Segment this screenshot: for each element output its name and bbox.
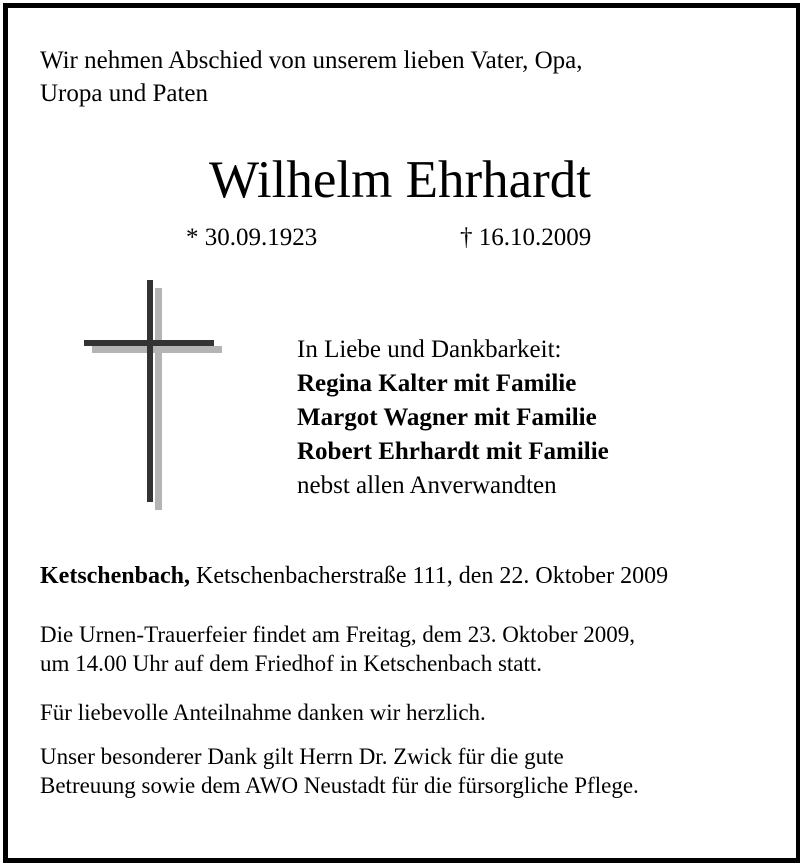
cross-icon xyxy=(84,280,224,512)
ceremony-paragraph xyxy=(40,620,635,678)
death-date: † 16.10.2009 xyxy=(460,224,592,251)
mourner-name: Robert Ehrhardt mit Familie xyxy=(297,438,609,465)
mourners-block xyxy=(297,333,609,503)
place-name: Ketschenbach, xyxy=(40,563,190,589)
cross-shadow-horizontal xyxy=(92,346,222,353)
special-thanks-line-1: Unser besonderer Dank gilt Herrn Dr. Zwick für die gute xyxy=(40,744,564,769)
ceremony-line-2: um 14.00 Uhr auf dem Friedhof in Ketschenbach statt. xyxy=(40,651,543,676)
address-date: Ketschenbacherstraße 111, den 22. Oktober 2009 xyxy=(196,563,669,589)
thanks-paragraph: Für liebevolle Anteilnahme danken wir herzlich. xyxy=(40,700,486,725)
deceased-name: Wilhelm Ehrhardt xyxy=(209,151,591,209)
intro-text xyxy=(40,44,583,110)
place-date-line xyxy=(40,563,668,590)
cross-shadow-vertical xyxy=(155,288,162,510)
mourners-heading: In Liebe und Dankbarkeit: xyxy=(297,336,562,363)
intro-line-2: Uropa und Paten xyxy=(40,80,209,107)
cross-beam-horizontal xyxy=(84,340,214,346)
ceremony-line-1: Die Urnen-Trauerfeier findet am Freitag, dem 23. Oktober 2009, xyxy=(40,622,636,647)
special-thanks-paragraph xyxy=(40,742,639,800)
special-thanks-line-2: Betreuung sowie dem AWO Neustadt für die fürsorgliche Pflege. xyxy=(40,773,639,798)
mourner-name: Regina Kalter mit Familie xyxy=(297,370,577,397)
birth-date: * 30.09.1923 xyxy=(186,224,318,251)
intro-line-1: Wir nehmen Abschied von unserem lieben Vater, Opa, xyxy=(40,47,583,74)
cross-beam-vertical xyxy=(147,280,153,502)
mourner-name: Margot Wagner mit Familie xyxy=(297,404,597,431)
mourners-closing: nebst allen Anverwandten xyxy=(297,472,557,499)
